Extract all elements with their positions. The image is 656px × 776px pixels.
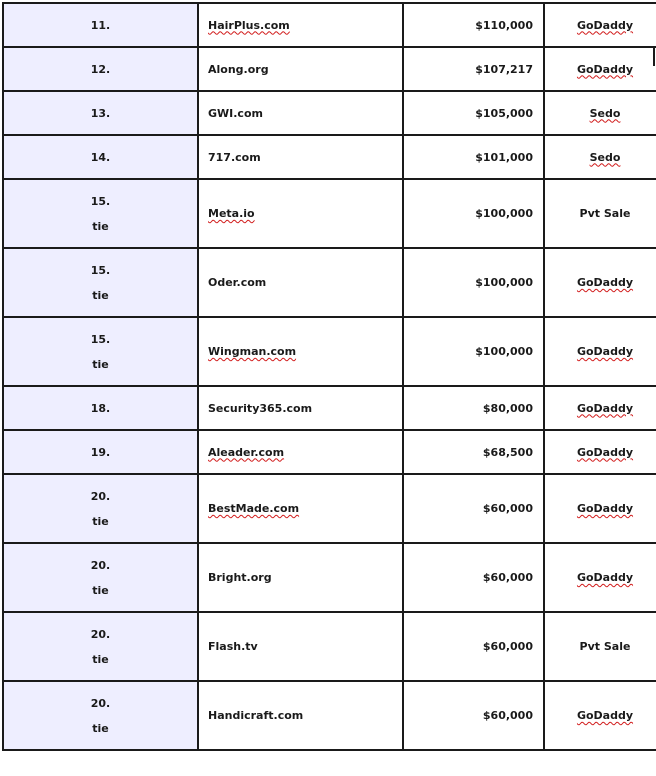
rank-cell xyxy=(3,3,198,47)
domain-cell xyxy=(198,386,403,430)
rank-cell xyxy=(3,543,198,612)
domain-cell xyxy=(198,681,403,750)
table-row xyxy=(3,91,656,135)
domain-name: Flash.tv xyxy=(208,640,258,653)
sale-venue: GoDaddy xyxy=(576,401,634,415)
domain-name: Oder.com xyxy=(208,276,267,289)
rank-number: 15. xyxy=(90,194,111,208)
rank-number: 18. xyxy=(90,401,111,415)
rank-cell xyxy=(3,681,198,750)
domain-name: Security365.com xyxy=(208,401,313,415)
sale-venue: GoDaddy xyxy=(576,276,634,289)
domain-cell xyxy=(198,248,403,317)
rank-number: 15. xyxy=(90,263,111,277)
sale-venue: GoDaddy xyxy=(576,62,634,76)
venue-cell xyxy=(544,248,656,317)
rank-cell xyxy=(3,474,198,543)
sale-price: $60,000 xyxy=(482,709,533,722)
domain-cell xyxy=(198,179,403,248)
domain-sales-table xyxy=(2,2,656,751)
venue-cell xyxy=(544,386,656,430)
domain-cell xyxy=(198,612,403,681)
domain-cell xyxy=(198,47,403,91)
tie-label: tie xyxy=(92,583,109,597)
rank-cell xyxy=(3,91,198,135)
sale-price: $80,000 xyxy=(482,401,533,415)
table-row xyxy=(3,3,656,47)
price-cell xyxy=(403,3,544,47)
sale-venue: GoDaddy xyxy=(576,18,634,32)
table-row xyxy=(3,543,656,612)
rank-number: 20. xyxy=(90,558,111,572)
sale-price: $107,217 xyxy=(475,62,533,76)
rank-number: 20. xyxy=(90,627,111,641)
table-row xyxy=(3,430,656,474)
rank-cell xyxy=(3,248,198,317)
rank-cell xyxy=(3,135,198,179)
domain-name: GWI.com xyxy=(208,106,263,120)
domain-cell xyxy=(198,3,403,47)
rank-number: 15. xyxy=(90,332,111,346)
sale-venue: Sedo xyxy=(589,106,621,120)
rank-number: 20. xyxy=(90,696,111,710)
sale-venue: Sedo xyxy=(589,150,621,164)
domain-name: 717.com xyxy=(208,150,261,164)
venue-cell xyxy=(544,47,656,91)
price-cell xyxy=(403,681,544,750)
domain-name: Bright.org xyxy=(208,571,272,584)
domain-cell xyxy=(198,135,403,179)
rank-number: 20. xyxy=(90,489,111,503)
sale-venue: GoDaddy xyxy=(576,445,634,459)
table-row xyxy=(3,474,656,543)
rank-cell xyxy=(3,47,198,91)
sale-venue: GoDaddy xyxy=(576,571,634,584)
sale-venue: GoDaddy xyxy=(576,502,634,515)
sale-price: $60,000 xyxy=(482,640,533,653)
sale-venue: GoDaddy xyxy=(576,345,634,358)
venue-cell xyxy=(544,543,656,612)
domain-cell xyxy=(198,91,403,135)
rank-cell xyxy=(3,386,198,430)
rank-number: 19. xyxy=(90,445,111,459)
text-cursor-mark xyxy=(653,48,655,66)
sale-price: $60,000 xyxy=(482,571,533,584)
price-cell xyxy=(403,543,544,612)
price-cell xyxy=(403,612,544,681)
table-row xyxy=(3,47,656,91)
venue-cell xyxy=(544,135,656,179)
domain-name: HairPlus.com xyxy=(208,18,290,32)
sale-price: $110,000 xyxy=(475,18,533,32)
table-row xyxy=(3,179,656,248)
rank-cell xyxy=(3,317,198,386)
sale-price: $60,000 xyxy=(482,502,533,515)
price-cell xyxy=(403,317,544,386)
table-row xyxy=(3,681,656,750)
table-row xyxy=(3,135,656,179)
domain-cell xyxy=(198,543,403,612)
tie-label: tie xyxy=(92,514,109,528)
price-cell xyxy=(403,179,544,248)
venue-cell xyxy=(544,3,656,47)
tie-label: tie xyxy=(92,652,109,666)
table-row xyxy=(3,248,656,317)
price-cell xyxy=(403,91,544,135)
domain-cell xyxy=(198,317,403,386)
venue-cell xyxy=(544,474,656,543)
rank-cell xyxy=(3,612,198,681)
domain-name: Meta.io xyxy=(208,207,255,220)
domain-name: Aleader.com xyxy=(208,445,285,459)
domain-name: Along.org xyxy=(208,62,269,76)
price-cell xyxy=(403,430,544,474)
price-cell xyxy=(403,474,544,543)
tie-label: tie xyxy=(92,219,109,233)
venue-cell xyxy=(544,91,656,135)
rank-number: 14. xyxy=(90,150,111,164)
sale-price: $100,000 xyxy=(475,276,533,289)
table-row xyxy=(3,612,656,681)
venue-cell xyxy=(544,430,656,474)
sale-price: $100,000 xyxy=(475,345,533,358)
domain-cell xyxy=(198,474,403,543)
sale-price: $100,000 xyxy=(475,207,533,220)
rank-cell xyxy=(3,430,198,474)
sale-price: $68,500 xyxy=(482,445,533,459)
venue-cell xyxy=(544,681,656,750)
rank-cell xyxy=(3,179,198,248)
domain-name: Handicraft.com xyxy=(208,709,304,722)
sale-venue: GoDaddy xyxy=(576,709,634,722)
venue-cell xyxy=(544,179,656,248)
price-cell xyxy=(403,248,544,317)
domain-name: Wingman.com xyxy=(208,345,297,358)
domain-name: BestMade.com xyxy=(208,502,300,515)
rank-number: 11. xyxy=(90,18,111,32)
price-cell xyxy=(403,386,544,430)
table-row xyxy=(3,386,656,430)
tie-label: tie xyxy=(92,357,109,371)
sale-venue: Pvt Sale xyxy=(579,207,631,220)
table-row xyxy=(3,317,656,386)
sale-venue: Pvt Sale xyxy=(579,640,631,653)
price-cell xyxy=(403,135,544,179)
price-cell xyxy=(403,47,544,91)
rank-number: 12. xyxy=(90,62,111,76)
sale-price: $101,000 xyxy=(475,150,533,164)
rank-number: 13. xyxy=(90,106,111,120)
domain-cell xyxy=(198,430,403,474)
tie-label: tie xyxy=(92,721,109,735)
tie-label: tie xyxy=(92,288,109,302)
sale-price: $105,000 xyxy=(475,106,533,120)
venue-cell xyxy=(544,612,656,681)
venue-cell xyxy=(544,317,656,386)
